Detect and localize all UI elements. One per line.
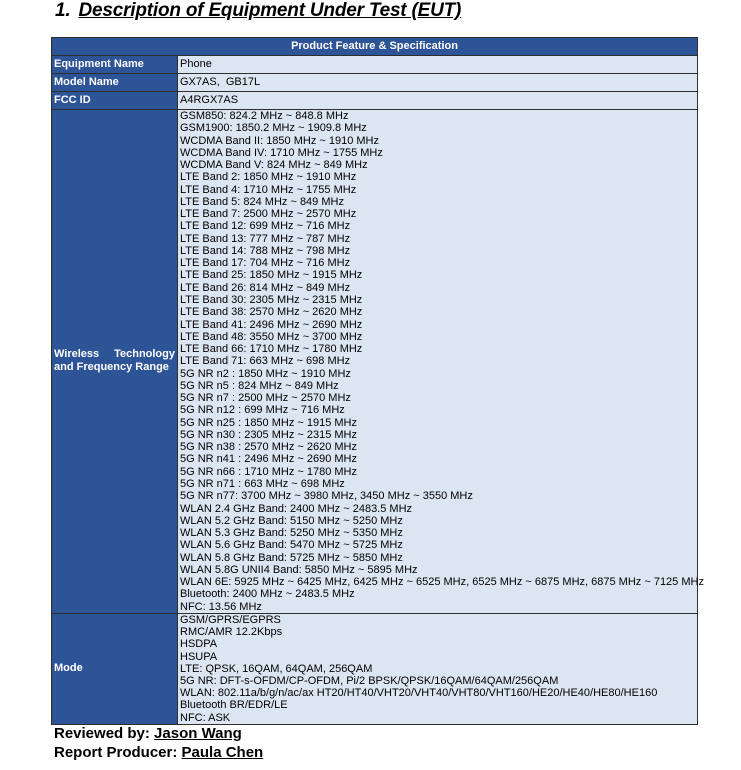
- frequency-range-line: LTE Band 48: 3550 MHz ~ 3700 MHz: [180, 330, 363, 343]
- wireless-values: [178, 110, 704, 614]
- mode-line: HSUPA: [180, 650, 218, 663]
- frequency-range-line: LTE Band 12: 699 MHz ~ 716 MHz: [180, 220, 351, 233]
- frequency-range-line: LTE Band 4: 1710 MHz ~ 1755 MHz: [180, 183, 357, 196]
- frequency-range-line: 5G NR n66 : 1710 MHz ~ 1780 MHz: [180, 465, 357, 478]
- mode-label: Mode: [52, 613, 178, 724]
- table-row: [52, 613, 698, 724]
- frequency-range-line: WLAN 2.4 GHz Band: 2400 MHz ~ 2483.5 MHz: [180, 502, 413, 515]
- frequency-range-line: 5G NR n41 : 2496 MHz ~ 2690 MHz: [180, 453, 357, 466]
- report-producer: [54, 744, 263, 761]
- frequency-range-line: Bluetooth: 2400 MHz ~ 2483.5 MHz: [180, 588, 355, 601]
- wireless-label: [52, 110, 178, 614]
- mode-line: 5G NR: DFT-s-OFDM/CP-OFDM, Pi/2 BPSK/QPSK/16QAM/64QAM/256QAM: [180, 674, 559, 687]
- frequency-range-line: LTE Band 5: 824 MHz ~ 849 MHz: [180, 195, 344, 208]
- reviewer-name: Jason Wang: [154, 725, 242, 742]
- frequency-range-line: WCDMA Band IV: 1710 MHz ~ 1755 MHz: [180, 146, 383, 159]
- frequency-range-line: WLAN 6E: 5925 MHz ~ 6425 MHz, 6425 MHz ~ 6525 MHz, 6525 MHz ~ 6875 MHz, 6875 MHz ~ 7125 MHz: [180, 576, 704, 589]
- table-header-row: [52, 38, 698, 56]
- frequency-range-line: LTE Band 25: 1850 MHz ~ 1915 MHz: [180, 269, 363, 282]
- wireless-label-line1: Wireless Technology: [54, 348, 175, 361]
- frequency-range-line: LTE Band 13: 777 MHz ~ 787 MHz: [180, 232, 351, 245]
- frequency-range-line: NFC: 13.56 MHz: [180, 600, 262, 613]
- frequency-range-line: 5G NR n12 : 699 MHz ~ 716 MHz: [180, 404, 345, 417]
- frequency-range-line: LTE Band 17: 704 MHz ~ 716 MHz: [180, 257, 351, 270]
- frequency-range-line: LTE Band 26: 814 MHz ~ 849 MHz: [180, 281, 351, 294]
- frequency-range-line: LTE Band 71: 663 MHz ~ 698 MHz: [180, 355, 351, 368]
- frequency-range-line: LTE Band 41: 2496 MHz ~ 2690 MHz: [180, 318, 363, 331]
- frequency-range-line: LTE Band 7: 2500 MHz ~ 2570 MHz: [180, 208, 357, 221]
- table-row: [52, 92, 698, 110]
- frequency-range-line: WLAN 5.3 GHz Band: 5250 MHz ~ 5350 MHz: [180, 527, 403, 540]
- frequency-range-line: WLAN 5.8 GHz Band: 5725 MHz ~ 5850 MHz: [180, 551, 403, 564]
- frequency-range-line: WLAN 5.2 GHz Band: 5150 MHz ~ 5250 MHz: [180, 514, 403, 527]
- equipment-name-value: Phone: [178, 56, 698, 74]
- mode-line: RMC/AMR 12.2Kbps: [180, 626, 283, 639]
- mode-values: [178, 613, 698, 724]
- reviewed-by-label: Reviewed by:: [54, 725, 150, 742]
- frequency-range-line: 5G NR n30 : 2305 MHz ~ 2315 MHz: [180, 428, 357, 441]
- section-heading: Description of Equipment Under Test (EUT): [78, 0, 462, 21]
- frequency-range-line: LTE Band 14: 788 MHz ~ 798 MHz: [180, 244, 351, 257]
- wireless-label-line2: and Frequency Range: [54, 361, 169, 374]
- frequency-range-line: WLAN 5.6 GHz Band: 5470 MHz ~ 5725 MHz: [180, 539, 403, 552]
- table-row: [52, 74, 698, 92]
- frequency-range-line: 5G NR n77: 3700 MHz ~ 3980 MHz, 3450 MHz ~ 3550 MHz: [180, 490, 473, 503]
- frequency-range-line: WLAN 5.8G UNII4 Band: 5850 MHz ~ 5895 MHz: [180, 563, 418, 576]
- frequency-range-line: GSM850: 824.2 MHz ~ 848.8 MHz: [180, 110, 349, 122]
- table-header: Product Feature & Specification: [52, 38, 698, 56]
- fcc-id-label: FCC ID: [52, 92, 178, 110]
- mode-line: LTE: QPSK, 16QAM, 64QAM, 256QAM: [180, 662, 373, 675]
- frequency-range-line: GSM1900: 1850.2 MHz ~ 1909.8 MHz: [180, 122, 367, 135]
- reviewed-by: [54, 725, 242, 742]
- frequency-range-line: 5G NR n2 : 1850 MHz ~ 1910 MHz: [180, 367, 351, 380]
- report-producer-label: Report Producer:: [54, 744, 178, 761]
- frequency-range-line: LTE Band 2: 1850 MHz ~ 1910 MHz: [180, 171, 357, 184]
- model-name-value: GX7AS, GB17L: [178, 74, 698, 92]
- table-row: [52, 110, 698, 614]
- frequency-range-line: 5G NR n25 : 1850 MHz ~ 1915 MHz: [180, 416, 357, 429]
- mode-line: NFC: ASK: [180, 711, 231, 724]
- mode-line: HSDPA: [180, 638, 218, 651]
- frequency-range-line: LTE Band 38: 2570 MHz ~ 2620 MHz: [180, 306, 363, 319]
- frequency-range-line: WCDMA Band II: 1850 MHz ~ 1910 MHz: [180, 134, 379, 147]
- model-name-label: Model Name: [52, 74, 178, 92]
- section-number: 1.: [55, 0, 71, 21]
- mode-line: Bluetooth BR/EDR/LE: [180, 699, 288, 712]
- frequency-range-line: LTE Band 30: 2305 MHz ~ 2315 MHz: [180, 293, 363, 306]
- mode-line: GSM/GPRS/EGPRS: [180, 613, 281, 626]
- frequency-range-line: LTE Band 66: 1710 MHz ~ 1780 MHz: [180, 343, 363, 356]
- frequency-range-line: 5G NR n71 : 663 MHz ~ 698 MHz: [180, 477, 345, 490]
- spec-table: [51, 37, 704, 725]
- frequency-range-line: 5G NR n5 : 824 MHz ~ 849 MHz: [180, 379, 339, 392]
- frequency-range-line: WCDMA Band V: 824 MHz ~ 849 MHz: [180, 159, 368, 172]
- frequency-range-line: 5G NR n38 : 2570 MHz ~ 2620 MHz: [180, 441, 357, 454]
- section-title: [55, 0, 461, 22]
- frequency-range-line: 5G NR n7 : 2500 MHz ~ 2570 MHz: [180, 392, 351, 405]
- table-row: [52, 56, 698, 74]
- producer-name: Paula Chen: [181, 744, 264, 761]
- mode-line: WLAN: 802.11a/b/g/n/ac/ax HT20/HT40/VHT20/VHT40/VHT80/VHT160/HE20/HE40/HE80/HE160: [180, 687, 658, 700]
- fcc-id-value: A4RGX7AS: [178, 92, 698, 110]
- equipment-name-label: Equipment Name: [52, 56, 178, 74]
